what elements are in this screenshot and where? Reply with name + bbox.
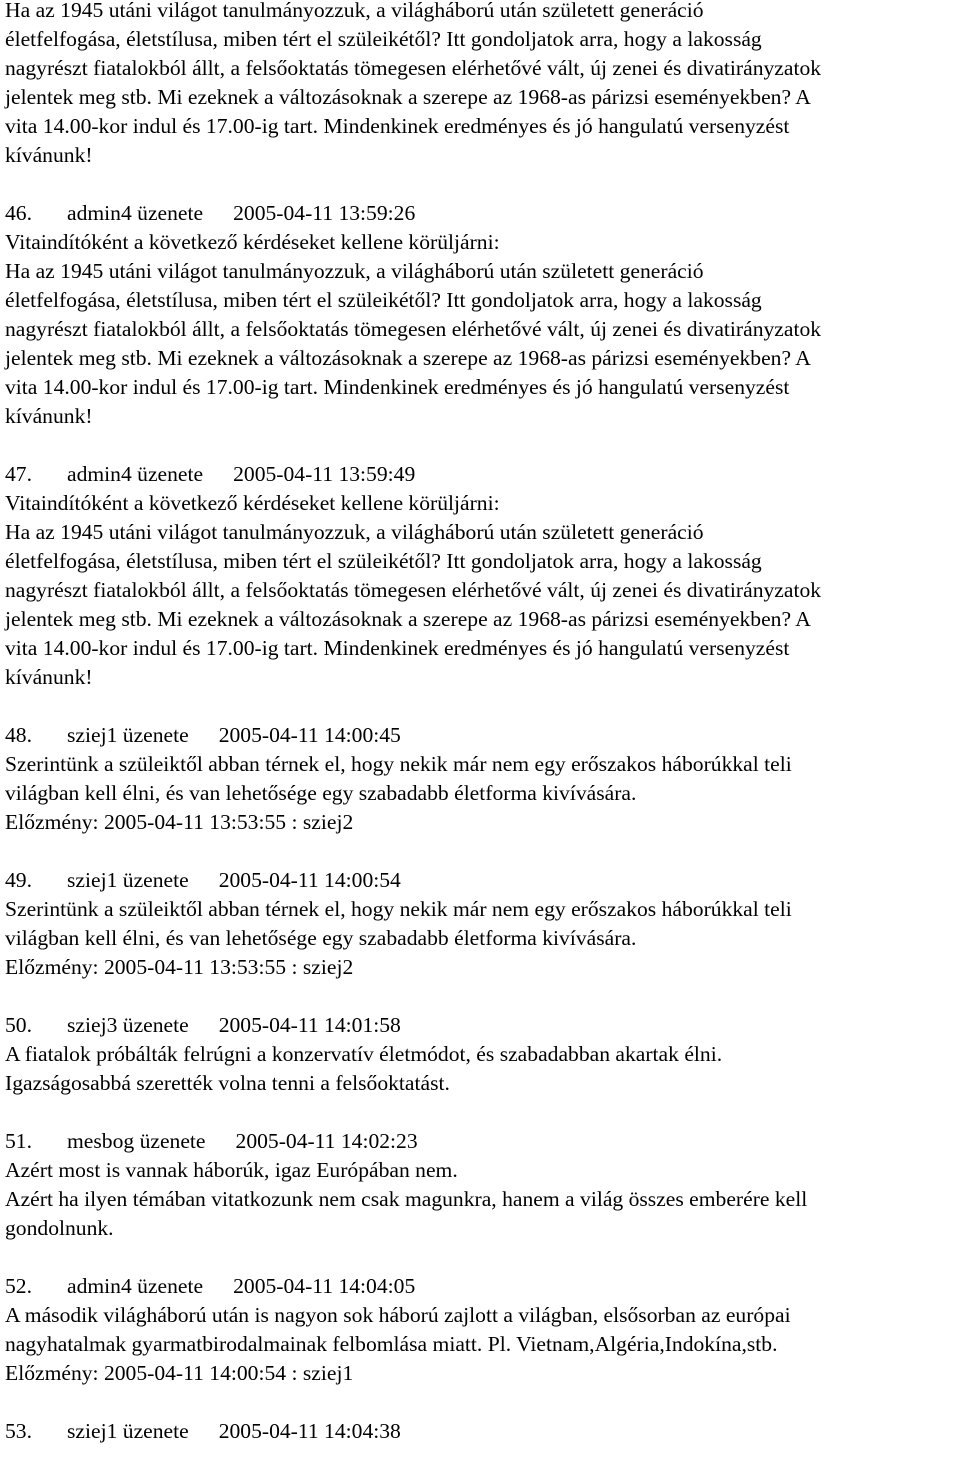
post-header (5, 721, 957, 750)
post-datetime: 2005-04-11 14:01:58 (218, 1013, 401, 1037)
post-text-line: gondolnunk. (5, 1216, 114, 1240)
forum-post (5, 1127, 957, 1243)
post-author: sziej1 üzenete (67, 723, 189, 747)
post-number: 46. (5, 201, 32, 225)
post-author: sziej3 üzenete (67, 1013, 189, 1037)
post-text-line: Azért most is vannak háborúk, igaz Európában nem. (5, 1158, 458, 1182)
post-datetime: 2005-04-11 14:04:38 (218, 1419, 401, 1443)
post-author: sziej1 üzenete (67, 1419, 189, 1443)
post-number: 49. (5, 868, 32, 892)
post-number: 51. (5, 1129, 32, 1153)
post-text-line: jelentek meg stb. Mi ezeknek a változásoknak a szerepe az 1968-as párizsi eseményekben? A (5, 346, 811, 370)
post-header (5, 1127, 957, 1156)
post-text-line: Ha az 1945 utáni világot tanulmányozzuk, a világháború után született generáció (5, 259, 704, 283)
post-reply-reference: Előzmény: 2005-04-11 13:53:55 : sziej2 (5, 810, 354, 834)
post-datetime: 2005-04-11 14:02:23 (235, 1129, 418, 1153)
post-header (5, 1272, 957, 1301)
text-line: jelentek meg stb. Mi ezeknek a változásoknak a szerepe az 1968-as párizsi eseményekben? A (5, 85, 811, 109)
text-line: vita 14.00-kor indul és 17.00-ig tart. Mindenkinek eredményes és jó hangulatú versenyzést (5, 114, 790, 138)
post-author: admin4 üzenete (67, 1274, 204, 1298)
post-text-line: életfelfogása, életstílusa, miben tért el szüleikétől? Itt gondoljatok arra, hogy a lakosság (5, 549, 762, 573)
post-text-line: világban kell élni, és van lehetősége egy szabadabb életforma kivívására. (5, 781, 637, 805)
post-text-line: Ha az 1945 utáni világot tanulmányozzuk, a világháború után született generáció (5, 520, 704, 544)
post-text-line: jelentek meg stb. Mi ezeknek a változásoknak a szerepe az 1968-as párizsi eseményekben? A (5, 607, 811, 631)
forum-thread (5, 0, 957, 1475)
text-line: életfelfogása, életstílusa, miben tért el szüleikétől? Itt gondoljatok arra, hogy a lakosság (5, 27, 762, 51)
post-author: admin4 üzenete (67, 201, 204, 225)
post-header (5, 1417, 957, 1446)
forum-post (5, 1272, 957, 1388)
forum-post (5, 1417, 957, 1446)
post-text-line: Vitaindítóként a következő kérdéseket kellene körüljárni: (5, 491, 500, 515)
post-header (5, 460, 957, 489)
post-text-line: kívánunk! (5, 665, 93, 689)
post-author: admin4 üzenete (67, 462, 204, 486)
post-reply-reference: Előzmény: 2005-04-11 14:00:54 : sziej1 (5, 1361, 354, 1385)
post-header (5, 866, 957, 895)
post-datetime: 2005-04-11 14:00:45 (218, 723, 401, 747)
post-text-line: nagyhatalmak gyarmatbirodalmainak felbomlása miatt. Pl. Vietnam,Algéria,Indokína,stb. (5, 1332, 778, 1356)
post-text-line: életfelfogása, életstílusa, miben tért el szüleikétől? Itt gondoljatok arra, hogy a lakosság (5, 288, 762, 312)
post-author: mesbog üzenete (67, 1129, 206, 1153)
post-text-line: A második világháború után is nagyon sok háború zajlott a világban, elsősorban az európai (5, 1303, 791, 1327)
text-line: Ha az 1945 utáni világot tanulmányozzuk, a világháború után született generáció (5, 0, 704, 22)
post-datetime: 2005-04-11 13:59:26 (233, 201, 416, 225)
post-text-line: nagyrészt fiatalokból állt, a felsőoktatás tömegesen elérhetővé vált, új zenei és divatirányzatok (5, 317, 822, 341)
text-line: nagyrészt fiatalokból állt, a felsőoktatás tömegesen elérhetővé vált, új zenei és divatirányzatok (5, 56, 822, 80)
post-text-line: világban kell élni, és van lehetősége egy szabadabb életforma kivívására. (5, 926, 637, 950)
forum-post (5, 199, 957, 431)
post-number: 47. (5, 462, 32, 486)
post-text-line: vita 14.00-kor indul és 17.00-ig tart. Mindenkinek eredményes és jó hangulatú versenyzést (5, 636, 790, 660)
post-text-line: Igazságosabbá szerették volna tenni a felsőoktatást. (5, 1071, 450, 1095)
post-reply-reference: Előzmény: 2005-04-11 13:53:55 : sziej2 (5, 955, 354, 979)
forum-post (5, 866, 957, 982)
post-header (5, 199, 957, 228)
post-text-line: Vitaindítóként a következő kérdéseket kellene körüljárni: (5, 230, 500, 254)
post-datetime: 2005-04-11 14:04:05 (233, 1274, 416, 1298)
post-text-line: Szerintünk a szüleiktől abban térnek el, hogy nekik már nem egy erőszakos háborúkkal teli (5, 897, 792, 921)
forum-post (5, 721, 957, 837)
post-text-line: Szerintünk a szüleiktől abban térnek el, hogy nekik már nem egy erőszakos háborúkkal teli (5, 752, 792, 776)
post-text-line: kívánunk! (5, 404, 93, 428)
forum-post (5, 460, 957, 692)
post-datetime: 2005-04-11 13:59:49 (233, 462, 416, 486)
post-number: 53. (5, 1419, 32, 1443)
post-number: 50. (5, 1013, 32, 1037)
post-header (5, 1011, 957, 1040)
post-text-line: Azért ha ilyen témában vitatkozunk nem csak magunkra, hanem a világ összes emberére kell (5, 1187, 808, 1211)
intro-text (5, 0, 957, 170)
post-text-line: vita 14.00-kor indul és 17.00-ig tart. Mindenkinek eredményes és jó hangulatú versenyzést (5, 375, 790, 399)
post-datetime: 2005-04-11 14:00:54 (218, 868, 401, 892)
post-number: 52. (5, 1274, 32, 1298)
post-author: sziej1 üzenete (67, 868, 189, 892)
post-text-line: nagyrészt fiatalokból állt, a felsőoktatás tömegesen elérhetővé vált, új zenei és divatirányzatok (5, 578, 822, 602)
post-text-line: A fiatalok próbálták felrúgni a konzervatív életmódot, és szabadabban akartak élni. (5, 1042, 723, 1066)
post-number: 48. (5, 723, 32, 747)
text-line: kívánunk! (5, 143, 93, 167)
forum-post (5, 1011, 957, 1098)
